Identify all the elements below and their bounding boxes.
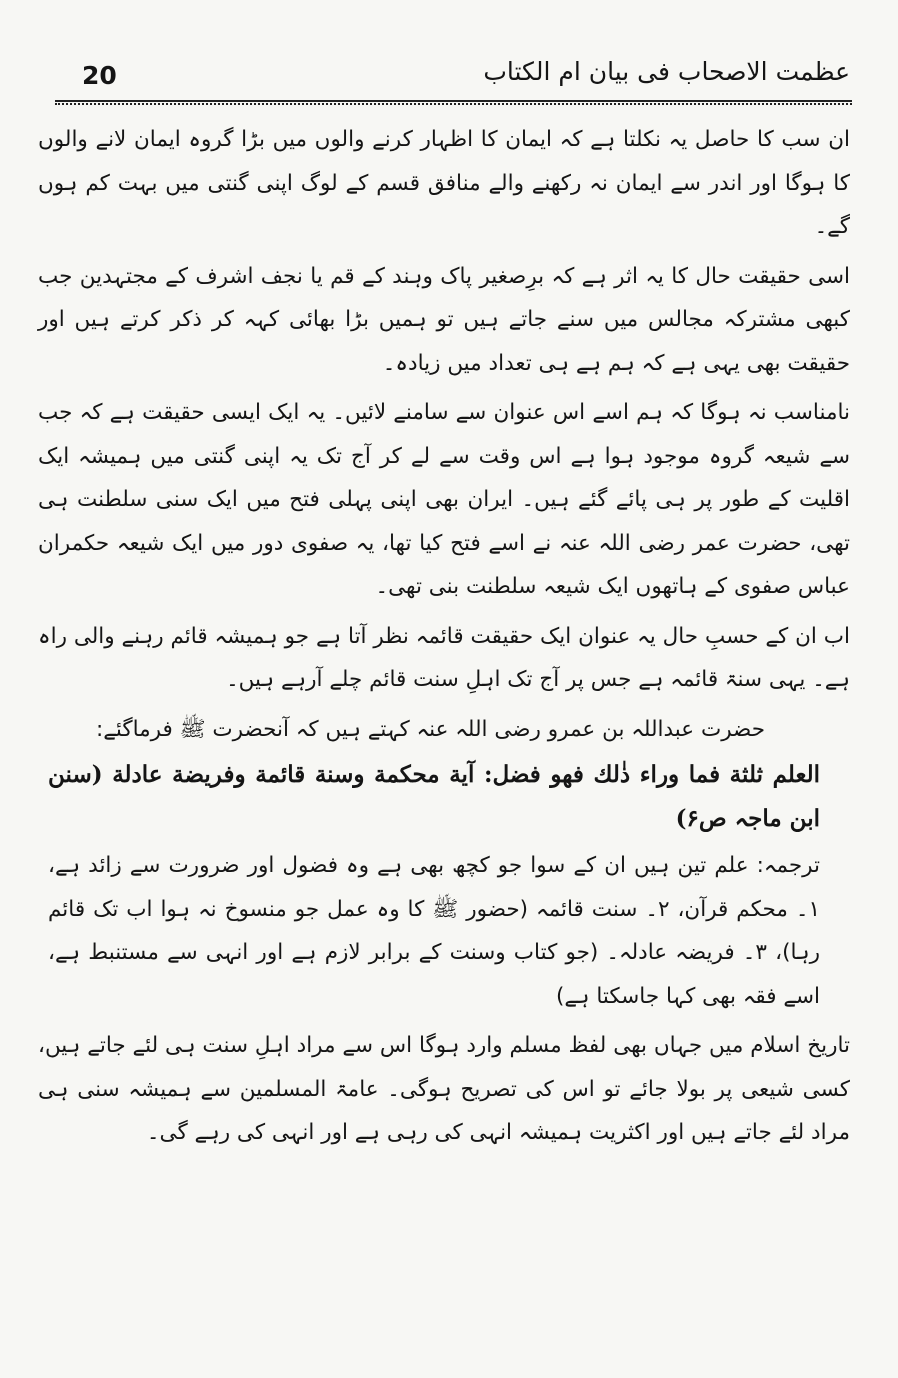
header-divider	[55, 100, 852, 107]
page-body	[38, 118, 850, 1161]
paragraph-2: اسی حقیقت حال کا یہ اثر ہے کہ برِصغیر پاک وہند کے قم یا نجف اشرف کے مجتہدین جب کبھی مشترکہ مجالس میں سنے جاتے ہیں تو ہمیں بڑا بھائی کہہ کر ذکر کرتے ہیں اور حقیقت بھی یہی ہے کہ ہم ہے ہی تعداد میں زیادہ۔	[38, 263, 850, 376]
closing-paragraph: تاریخ اسلام میں جہاں بھی لفظ مسلم وارد ہوگا اس سے مراد اہلِ سنت ہی لئے جاتے ہیں، کسی شیعی پر بولا جائے تو اس کی تصریح ہوگی۔ عامۃ المسلمین سے ہمیشہ سنی ہی مراد لئے جاتے ہیں اور اکثریت ہمیشہ انہی کی رہی ہے اور انہی کی رہے گی۔	[38, 1033, 850, 1145]
page-number: 20	[82, 61, 117, 90]
page-header	[55, 55, 850, 97]
hadith-translation: ترجمہ: علم تین ہیں ان کے سوا جو کچھ بھی ہے وہ فضول اور ضرورت سے زائد ہے، ۱۔ محکم قرآن، ۲۔ سنت قائمہ (حضور ﷺ کا وہ عمل جو منسوخ نہ ہوا اب تک قائم رہا)، ۳۔ فریضہ عادلہ۔ (جو کتاب وسنت کے برابر لازم ہے اور انہی سے مستنبط ہے، اسے فقہ بھی کہا جاسکتا ہے)	[48, 853, 820, 1009]
running-title: عظمت الاصحاب فی بیان ام الکتاب	[483, 57, 850, 86]
paragraph-1: ان سب کا حاصل یہ نکلتا ہے کہ ایمان کا اظہار کرنے والوں میں بڑا گروہ ایمان لانے والوں کا ہوگا اور اندر سے ایمان نہ رکھنے والے منافق قسم کے لوگ اپنی گنتی میں بہت کم ہوں گے۔	[38, 127, 850, 239]
paragraph-4: اب ان کے حسبِ حال یہ عنوان ایک حقیقت قائمہ نظر آتا ہے جو ہمیشہ قائم رہنے والی راہ ہے۔ یہی سنۃ قائمہ ہے جس پر آج تک اہلِ سنت قائم چلے آرہے ہیں۔	[38, 623, 850, 692]
hadith-arabic-text: العلم ثلثة فما وراء ذٰلك فهو فضل: آية محكمة وسنة قائمة وفريضة عادلة (سنن ابن ماجہ ص۶)	[48, 761, 820, 832]
paragraph-3: نامناسب نہ ہوگا کہ ہم اسے اس عنوان سے سامنے لائیں۔ یہ ایک ایسی حقیقت ہے کہ جب سے شیعہ گروہ موجود ہوا ہے اس وقت سے لے کر آج تک یہ اپنی گنتی میں ہمیشہ ایک اقلیت کے طور پر ہی پائے گئے ہیں۔ ایران بھی اپنی پہلی فتح میں ایک سنی سلطنت ہی تھی، حضرت عمر رضی اللہ عنہ نے اسے فتح کیا تھا، یہ صفوی دور میں ایک شیعہ حکمران عباس صفوی کے ہاتھوں ایک شیعہ سلطنت بنی تھی۔	[38, 400, 850, 599]
hadith-intro: حضرت عبداللہ بن عمرو رضی اللہ عنہ کہتے ہیں کہ آنحضرت ﷺ فرماگئے:	[96, 716, 765, 742]
